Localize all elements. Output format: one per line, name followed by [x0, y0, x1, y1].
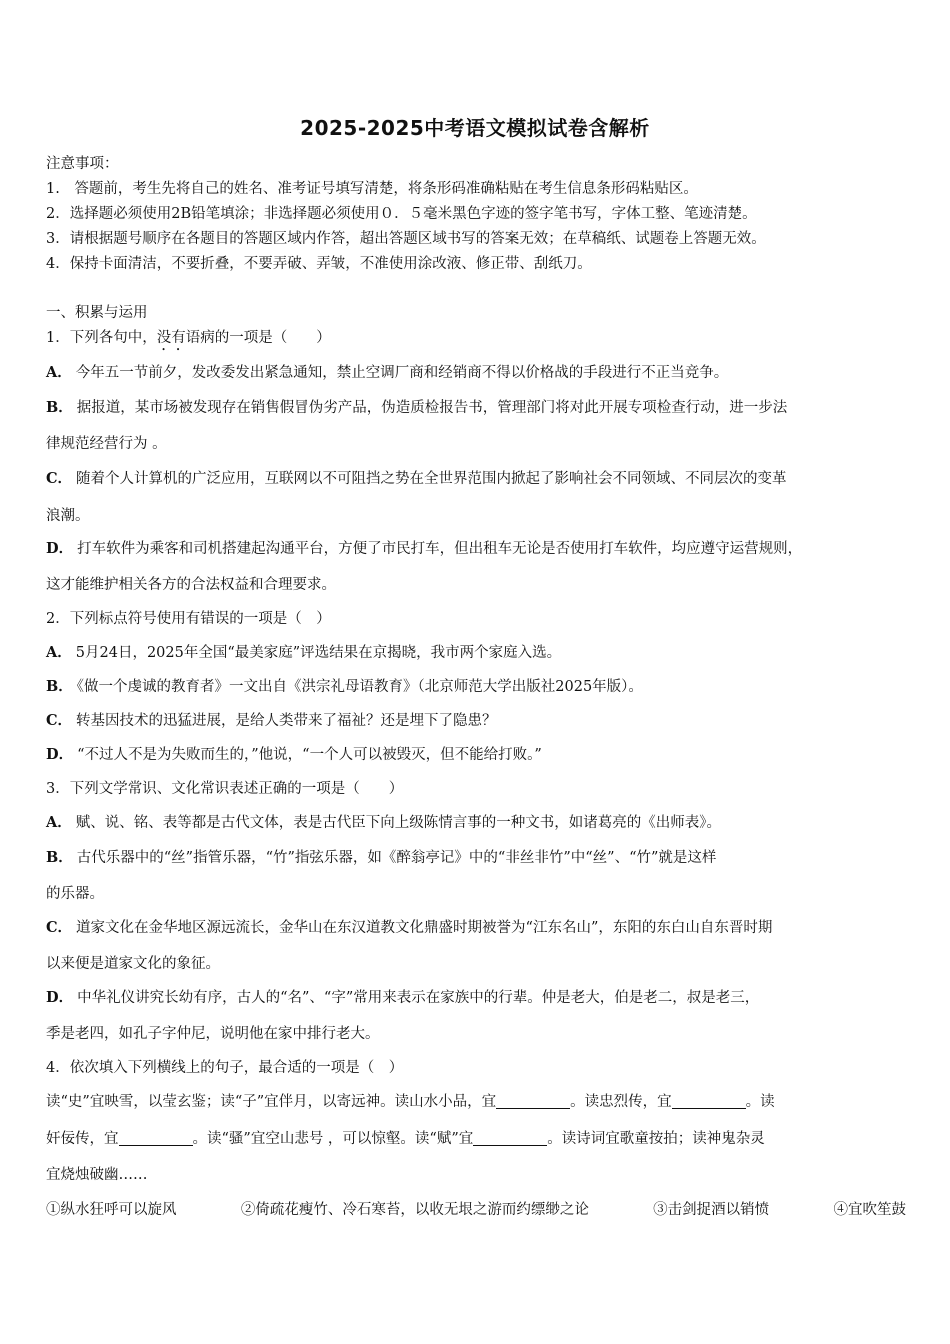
q1-option-b-text: 据报道，某市场被发现存在销售假冒伪劣产品，伪造质检报告书，管理部门将对此开展专项检查行动，进一步法: [76, 400, 788, 416]
fill-blank: [119, 1131, 193, 1147]
q1-option-c: [46, 467, 787, 488]
q2-option-d: [46, 743, 542, 764]
q3-option-c-text: 道家文化在金华地区源远流长，金华山在东汉道教文化鼎盛时期被誉为“江东名山”，东阳的东白山自东晋时期: [76, 920, 773, 936]
q2-option-b-text: 《做一个虔诚的教育者》一文出自《洪宗礼母语教育》（北京师范大学出版社2025年版）。: [76, 679, 643, 695]
q3-option-c: [46, 916, 772, 937]
q4-text: 奸佞传，宜: [46, 1131, 119, 1147]
q3-option-b-text: 古代乐器中的“丝”指管乐器，“竹”指弦乐器，如《醉翁亭记》中的“非丝非竹”中“丝”、“竹”就是这样: [76, 850, 717, 866]
option-label-c: C．: [46, 712, 73, 729]
q2-option-c: [46, 709, 497, 730]
q4-choices: [46, 1198, 906, 1219]
q3-option-a-text: 赋、说、铭、表等都是古代文体，表是古代臣下向上级陈情言事的一种文书，如诸葛亮的《出师表》。: [75, 815, 722, 831]
option-label-d: D．: [46, 540, 74, 557]
q1-stem-post: 语病的一项是（ ）: [185, 330, 331, 346]
option-label-a: A．: [46, 814, 72, 831]
q2-stem: 2．下列标点符号使用有错误的一项是（ ）: [46, 611, 331, 627]
q2-option-a: [46, 641, 561, 662]
option-label-a: A．: [46, 644, 72, 661]
q4-text: 。读: [745, 1094, 775, 1110]
q1-option-c-cont: 浪潮。: [46, 508, 90, 524]
notice-item-3: 3．请根据题号顺序在各题目的答题区域内作答，超出答题区域书写的答案无效；在草稿纸、试题卷上答题无效。: [46, 231, 766, 247]
option-label-d: D．: [46, 989, 74, 1006]
q2-option-b: [46, 675, 643, 696]
q3-option-b-cont: 的乐器。: [46, 886, 104, 902]
q4-text: 。读忠烈传，宜: [570, 1094, 672, 1110]
fill-blank: [473, 1131, 547, 1147]
q3-option-c-cont: 以来便是道家文化的象征。: [46, 956, 220, 972]
notice-item-4: 4．保持卡面清洁，不要折叠，不要弄破、弄皱，不准使用涂改液、修正带、刮纸刀。: [46, 256, 592, 272]
fill-blank: [496, 1094, 570, 1110]
q3-stem: 3．下列文学常识、文化常识表述正确的一项是（ ）: [46, 781, 404, 797]
option-label-d: D．: [46, 746, 74, 763]
q3-option-d: [46, 986, 759, 1007]
q2-option-c-text: 转基因技术的迅猛进展，是给人类带来了福祉？还是埋下了隐患？: [76, 713, 497, 729]
page-title: 2025-2025中考语文模拟试卷含解析: [300, 116, 650, 140]
q4-passage-line-1: [46, 1090, 775, 1111]
q3-option-a: [46, 811, 721, 832]
q4-choice-4: ④宜吹笙鼓: [833, 1202, 906, 1218]
option-label-a: A．: [46, 364, 72, 381]
notice-heading: 注意事项：: [46, 156, 119, 172]
fill-blank: [672, 1094, 746, 1110]
q4-text: 。读诗词宜歌童按拍；读神鬼杂灵: [547, 1131, 765, 1147]
q1-option-d-cont: 这才能维护相关各方的合法权益和合理要求。: [46, 577, 336, 593]
q1-option-c-text: 随着个人计算机的广泛应用，互联网以不可阻挡之势在全世界范围内掀起了影响社会不同领域、不同层次的变革: [76, 471, 787, 487]
q3-option-b: [46, 846, 716, 867]
q1-option-d: [46, 537, 802, 558]
notice-item-2: 2．选择题必须使用2B铅笔填涂；非选择题必须使用０．５毫米黑色字迹的签字笔书写，字体工整、笔迹清楚。: [46, 206, 757, 222]
q4-text: 。读“骚”宜空山悲号 ，可以惊壑。读“赋”宜: [192, 1131, 474, 1147]
q2-option-d-text: “不过人不是为失败而生的，”他说，“一个人可以被毁灭，但不能给打败。”: [77, 747, 542, 763]
q4-passage-line-3: 宜烧烛破幽……: [46, 1167, 148, 1183]
q4-stem: 4．依次填入下列横线上的句子，最合适的一项是（ ）: [46, 1060, 404, 1076]
q1-stem-emphasis: 没有: [156, 330, 186, 346]
option-label-b: B．: [46, 399, 73, 416]
option-label-b: B．: [46, 849, 73, 866]
q4-passage-line-2: [46, 1127, 765, 1148]
q1-option-d-text: 打车软件为乘客和司机搭建起沟通平台，方便了市民打车，但出租车无论是否使用打车软件，均应遵守运营规则，: [77, 541, 803, 557]
option-label-c: C．: [46, 470, 73, 487]
q3-option-d-cont: 季是老四，如孔子字仲尼，说明他在家中排行老大。: [46, 1026, 380, 1042]
q4-choice-2: ②倚疏花瘦竹、冷石寒苔，以收无垠之游而约缥缈之论: [240, 1202, 589, 1218]
q1-stem-pre: 1．下列各句中，: [46, 330, 157, 346]
section-heading: 一、积累与运用: [46, 305, 148, 321]
notice-item-1: 1. 答题前，考生先将自己的姓名、准考证号填写清楚，将条形码准确粘贴在考生信息条形码粘贴区。: [46, 181, 698, 197]
q1-option-b-cont: 律规范经营行为 。: [46, 436, 167, 452]
q1-option-a: [46, 361, 728, 382]
q1-stem: [46, 326, 331, 354]
q4-choice-1: ①纵水狂呼可以旋风: [46, 1202, 177, 1218]
q3-option-d-text: 中华礼仪讲究长幼有序，古人的“名”、“字”常用来表示在家族中的行辈。仲是老大，伯是老二，叔是老三，: [77, 990, 760, 1006]
q4-text: 读“史”宜映雪，以莹玄鉴；读“子”宜伴月，以寄远神。读山水小品，宜: [46, 1094, 497, 1110]
option-label-b: B．: [46, 678, 73, 695]
option-label-c: C．: [46, 919, 73, 936]
q1-option-b: [46, 396, 787, 417]
q2-option-a-text: 5月24日，2025年全国“最美家庭”评选结果在京揭晓，我市两个家庭入选。: [75, 645, 562, 661]
q1-option-a-text: 今年五一节前夕，发改委发出紧急通知，禁止空调厂商和经销商不得以价格战的手段进行不正当竞争。: [75, 365, 729, 381]
q4-choice-3: ③击剑捉酒以销愤: [653, 1202, 770, 1218]
